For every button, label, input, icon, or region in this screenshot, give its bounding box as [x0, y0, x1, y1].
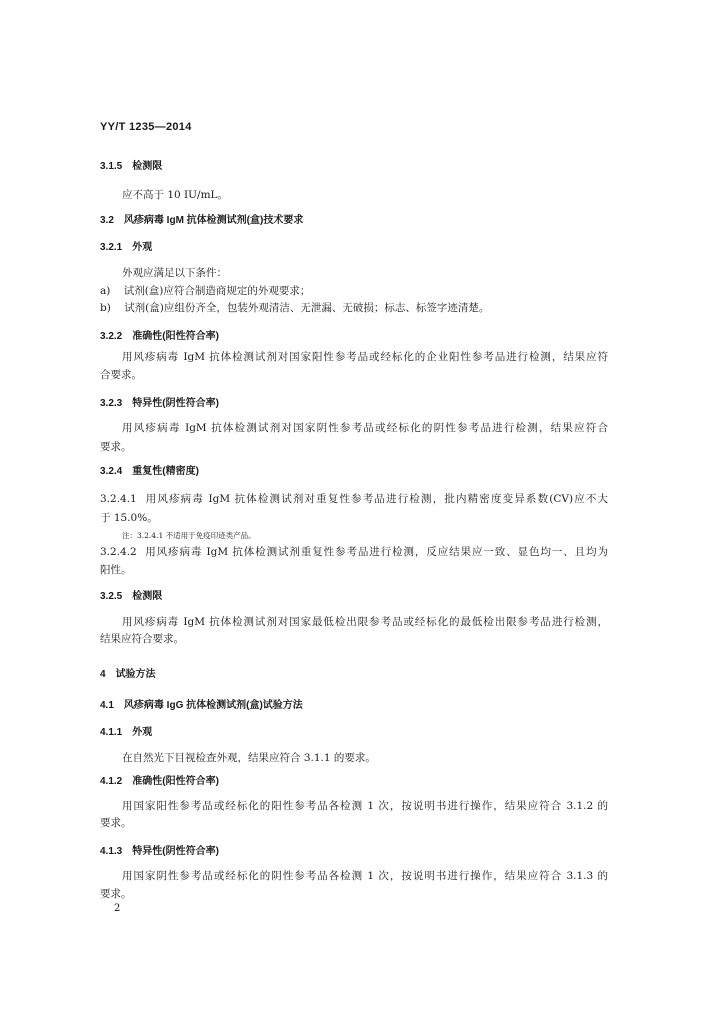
section-title: 外观	[132, 727, 153, 738]
section-number: 3.2.5	[100, 591, 123, 602]
p-4-1-2-l2: 要求。	[100, 817, 132, 829]
section-title: 检测限	[132, 591, 163, 602]
h-3-2	[100, 214, 303, 228]
h-4-1-2	[100, 775, 219, 789]
section-number: 4	[100, 669, 106, 680]
section-number: 3.2.2	[100, 331, 123, 342]
h-3-2-2	[100, 330, 219, 344]
p-3-2-1-a: a) 试剂(盒)应符合制造商规定的外观要求；	[100, 285, 311, 297]
h-4	[100, 668, 156, 682]
h-4-1	[100, 699, 303, 713]
section-title: 准确性(阳性符合率)	[132, 776, 219, 787]
p-3-1-5: 应不高于 10 IU/mL。	[122, 189, 228, 201]
p-4-1-3-l2: 要求。	[100, 888, 132, 900]
note-3-2-4-1: 注：3.2.4.1 不适用于免疫印迹类产品。	[122, 531, 256, 540]
h-3-2-3	[100, 397, 219, 411]
p-3-2-3-l1: 用风疹病毒 IgM 抗体检测试剂对国家阴性参考品或经标化的阴性参考品进行检测，结果应符合	[122, 422, 608, 434]
p-4-1-2-l1: 用国家阳性参考品或经标化的阳性参考品各检测 1 次，按说明书进行操作，结果应符合 3.1.2 的	[122, 800, 608, 812]
section-number: 4.1.2	[100, 776, 123, 787]
section-title: 特异性(阴性符合率)	[132, 398, 219, 409]
p-3-2-1-intro: 外观应满足以下条件：	[122, 267, 227, 279]
p-3-2-4-1-l1: 3.2.4.1 用风疹病毒 IgM 抗体检测试剂对重复性参考品进行检测，批内精密度变异系数(CV)应不大	[100, 493, 608, 505]
section-number: 3.1.5	[100, 161, 123, 172]
section-number: 3.2	[100, 215, 114, 226]
h-3-2-1	[100, 241, 152, 255]
h-3-1-5	[100, 160, 162, 174]
h-3-2-4	[100, 465, 199, 479]
section-title: 外观	[132, 242, 153, 253]
section-title: 重复性(精密度)	[132, 466, 199, 477]
section-number: 4.1.3	[100, 846, 123, 857]
standard-code: YY/T 1235—2014	[100, 121, 192, 133]
section-title: 试验方法	[115, 669, 156, 680]
h-4-1-3	[100, 845, 219, 859]
section-number: 4.1	[100, 700, 114, 711]
h-4-1-1	[100, 726, 152, 740]
p-3-2-4-1-l2: 于 15.0%。	[100, 512, 158, 524]
section-number: 3.2.3	[100, 398, 123, 409]
section-title: 准确性(阳性符合率)	[132, 331, 219, 342]
page-number: 2	[114, 903, 121, 914]
section-title: 风疹病毒 IgM 抗体检测试剂(盒)技术要求	[123, 215, 304, 226]
p-3-2-2-l1: 用风疹病毒 IgM 抗体检测试剂对国家阳性参考品或经标化的企业阳性参考品进行检测，结果应符	[122, 351, 608, 363]
section-number: 3.2.4	[100, 466, 123, 477]
section-number: 3.2.1	[100, 242, 123, 253]
p-3-2-3-l2: 要求。	[100, 441, 132, 453]
p-3-2-2-l2: 合要求。	[100, 369, 142, 381]
section-title: 检测限	[132, 161, 163, 172]
p-3-2-4-2-l2: 阳性。	[100, 564, 132, 576]
p-4-1-3-l1: 用国家阴性参考品或经标化的阴性参考品各检测 1 次，按说明书进行操作，结果应符合 3.1.3 的	[122, 870, 608, 882]
p-3-2-5-l1: 用风疹病毒 IgM 抗体检测试剂对国家最低检出限参考品或经标化的最低检出限参考品进行检测，	[122, 616, 608, 628]
section-number: 4.1.1	[100, 727, 123, 738]
p-3-2-4-2-l1: 3.2.4.2 用风疹病毒 IgM 抗体检测试剂重复性参考品进行检测，反应结果应一致、显色均一、且均为	[100, 546, 608, 558]
p-4-1-1: 在自然光下目视检查外观，结果应符合 3.1.1 的要求。	[122, 752, 376, 764]
p-3-2-5-l2: 结果应符合要求。	[100, 633, 184, 645]
section-title: 特异性(阴性符合率)	[132, 846, 219, 857]
p-3-2-1-b: b) 试剂(盒)应组份齐全，包装外观清洁、无泄漏、无破损；标志、标签字迹清楚。	[100, 302, 490, 314]
h-3-2-5	[100, 590, 162, 604]
section-title: 风疹病毒 IgG 抗体检测试剂(盒)试验方法	[123, 700, 303, 711]
